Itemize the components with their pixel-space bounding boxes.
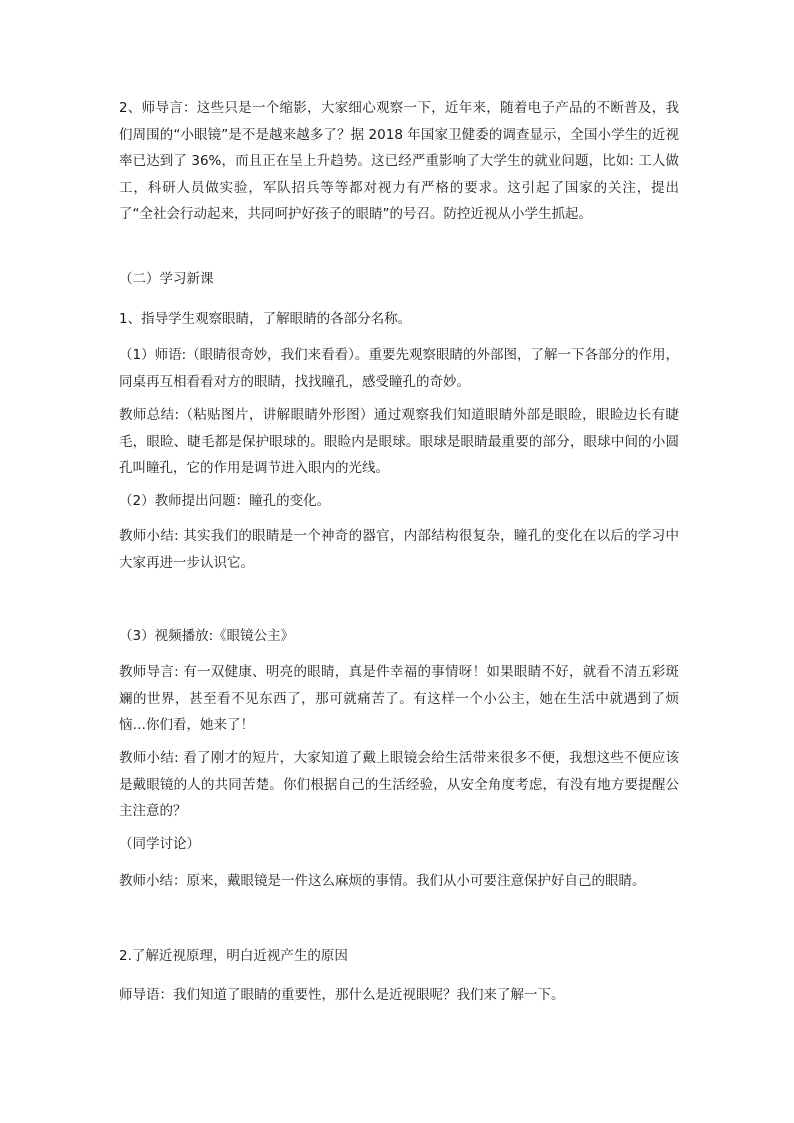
teacher-speech-paragraph-2: 师导语：我们知道了眼睛的重要性，那什么是近视眼呢？我们来了解一下。 [119, 987, 565, 1003]
teacher-summary-paragraph-3: 教师小结: 看了刚才的短片，大家知道了戴上眼镜会给生活带来很多不便，我想这些不便应该是戴眼镜的人的共同苦楚。你们根据自己的生活经验，从安全角度考虑，有没有地方要提醒公主注意的？ [119, 750, 679, 819]
teacher-summary-paragraph-2: 教师小结: 其实我们的眼睛是一个神奇的器官，内部结构很复杂，瞳孔的变化在以后的学习中大家再进一步认识它。 [119, 528, 679, 571]
step-2-heading: 2.了解近视原理，明白近视产生的原因 [119, 948, 348, 964]
teacher-summary-paragraph-4: 教师小结：原来，戴眼镜是一件这么麻烦的事情。我们从小可要注意保护好自己的眼睛。 [119, 873, 646, 889]
section-heading-new-lesson: （二）学习新课 [119, 271, 214, 287]
teacher-summary-paragraph-1: 教师总结:（粘贴图片，讲解眼睛外形图）通过观察我们知道眼睛外部是眼睑，眼睑边长有睫毛，眼睑、睫毛都是保护眼球的。眼睑内是眼球。眼球是眼睛最重要的部分，眼球中间的小圆孔叫瞳孔，它的作用是调节进入眼内的光线。 [119, 407, 679, 476]
student-discussion-note: （同学讨论） [119, 836, 200, 852]
step-1-heading: 1、指导学生观察眼睛，了解眼睛的各部分名称。 [119, 311, 412, 327]
video-play-heading: （3）视频播放:《眼镜公主》 [119, 628, 295, 644]
teacher-question-paragraph: （2）教师提出问题：瞳孔的变化。 [119, 493, 331, 509]
teacher-speech-paragraph: （1）师语:（眼睛很奇妙，我们来看看）。重要先观察眼睛的外部图，了解一下各部分的作用，同桌再互相看看对方的眼睛，找找瞳孔，感受瞳孔的奇妙。 [119, 347, 679, 390]
intro-paragraph: 2、师导言：这些只是一个缩影，大家细心观察一下，近年来，随着电子产品的不断普及，我们周围的“小眼镜”是不是越来越多了？据 2018 年国家卫健委的调查显示，全国小学生的近视率已达到了 36%，而且正在呈上升趋势。这已经严重影响了大学生的就业问题，比如: 工人做工，科研人员做实验，军队招兵等等都对视力有严格的要求。这引起了国家的关注，提出了“全社会行动起来，共同呵护好孩子的眼睛”的号召。防控近视从小学生抓起。 [119, 100, 679, 222]
teacher-intro-paragraph: 教师导言: 有一双健康、明亮的眼睛，真是件幸福的事情呀！如果眼睛不好，就看不清五彩斑斓的世界，甚至看不见东西了，那可就痛苦了。有这样一个小公主，她在生活中就遇到了烦恼…你们看，她来了！ [119, 664, 679, 733]
